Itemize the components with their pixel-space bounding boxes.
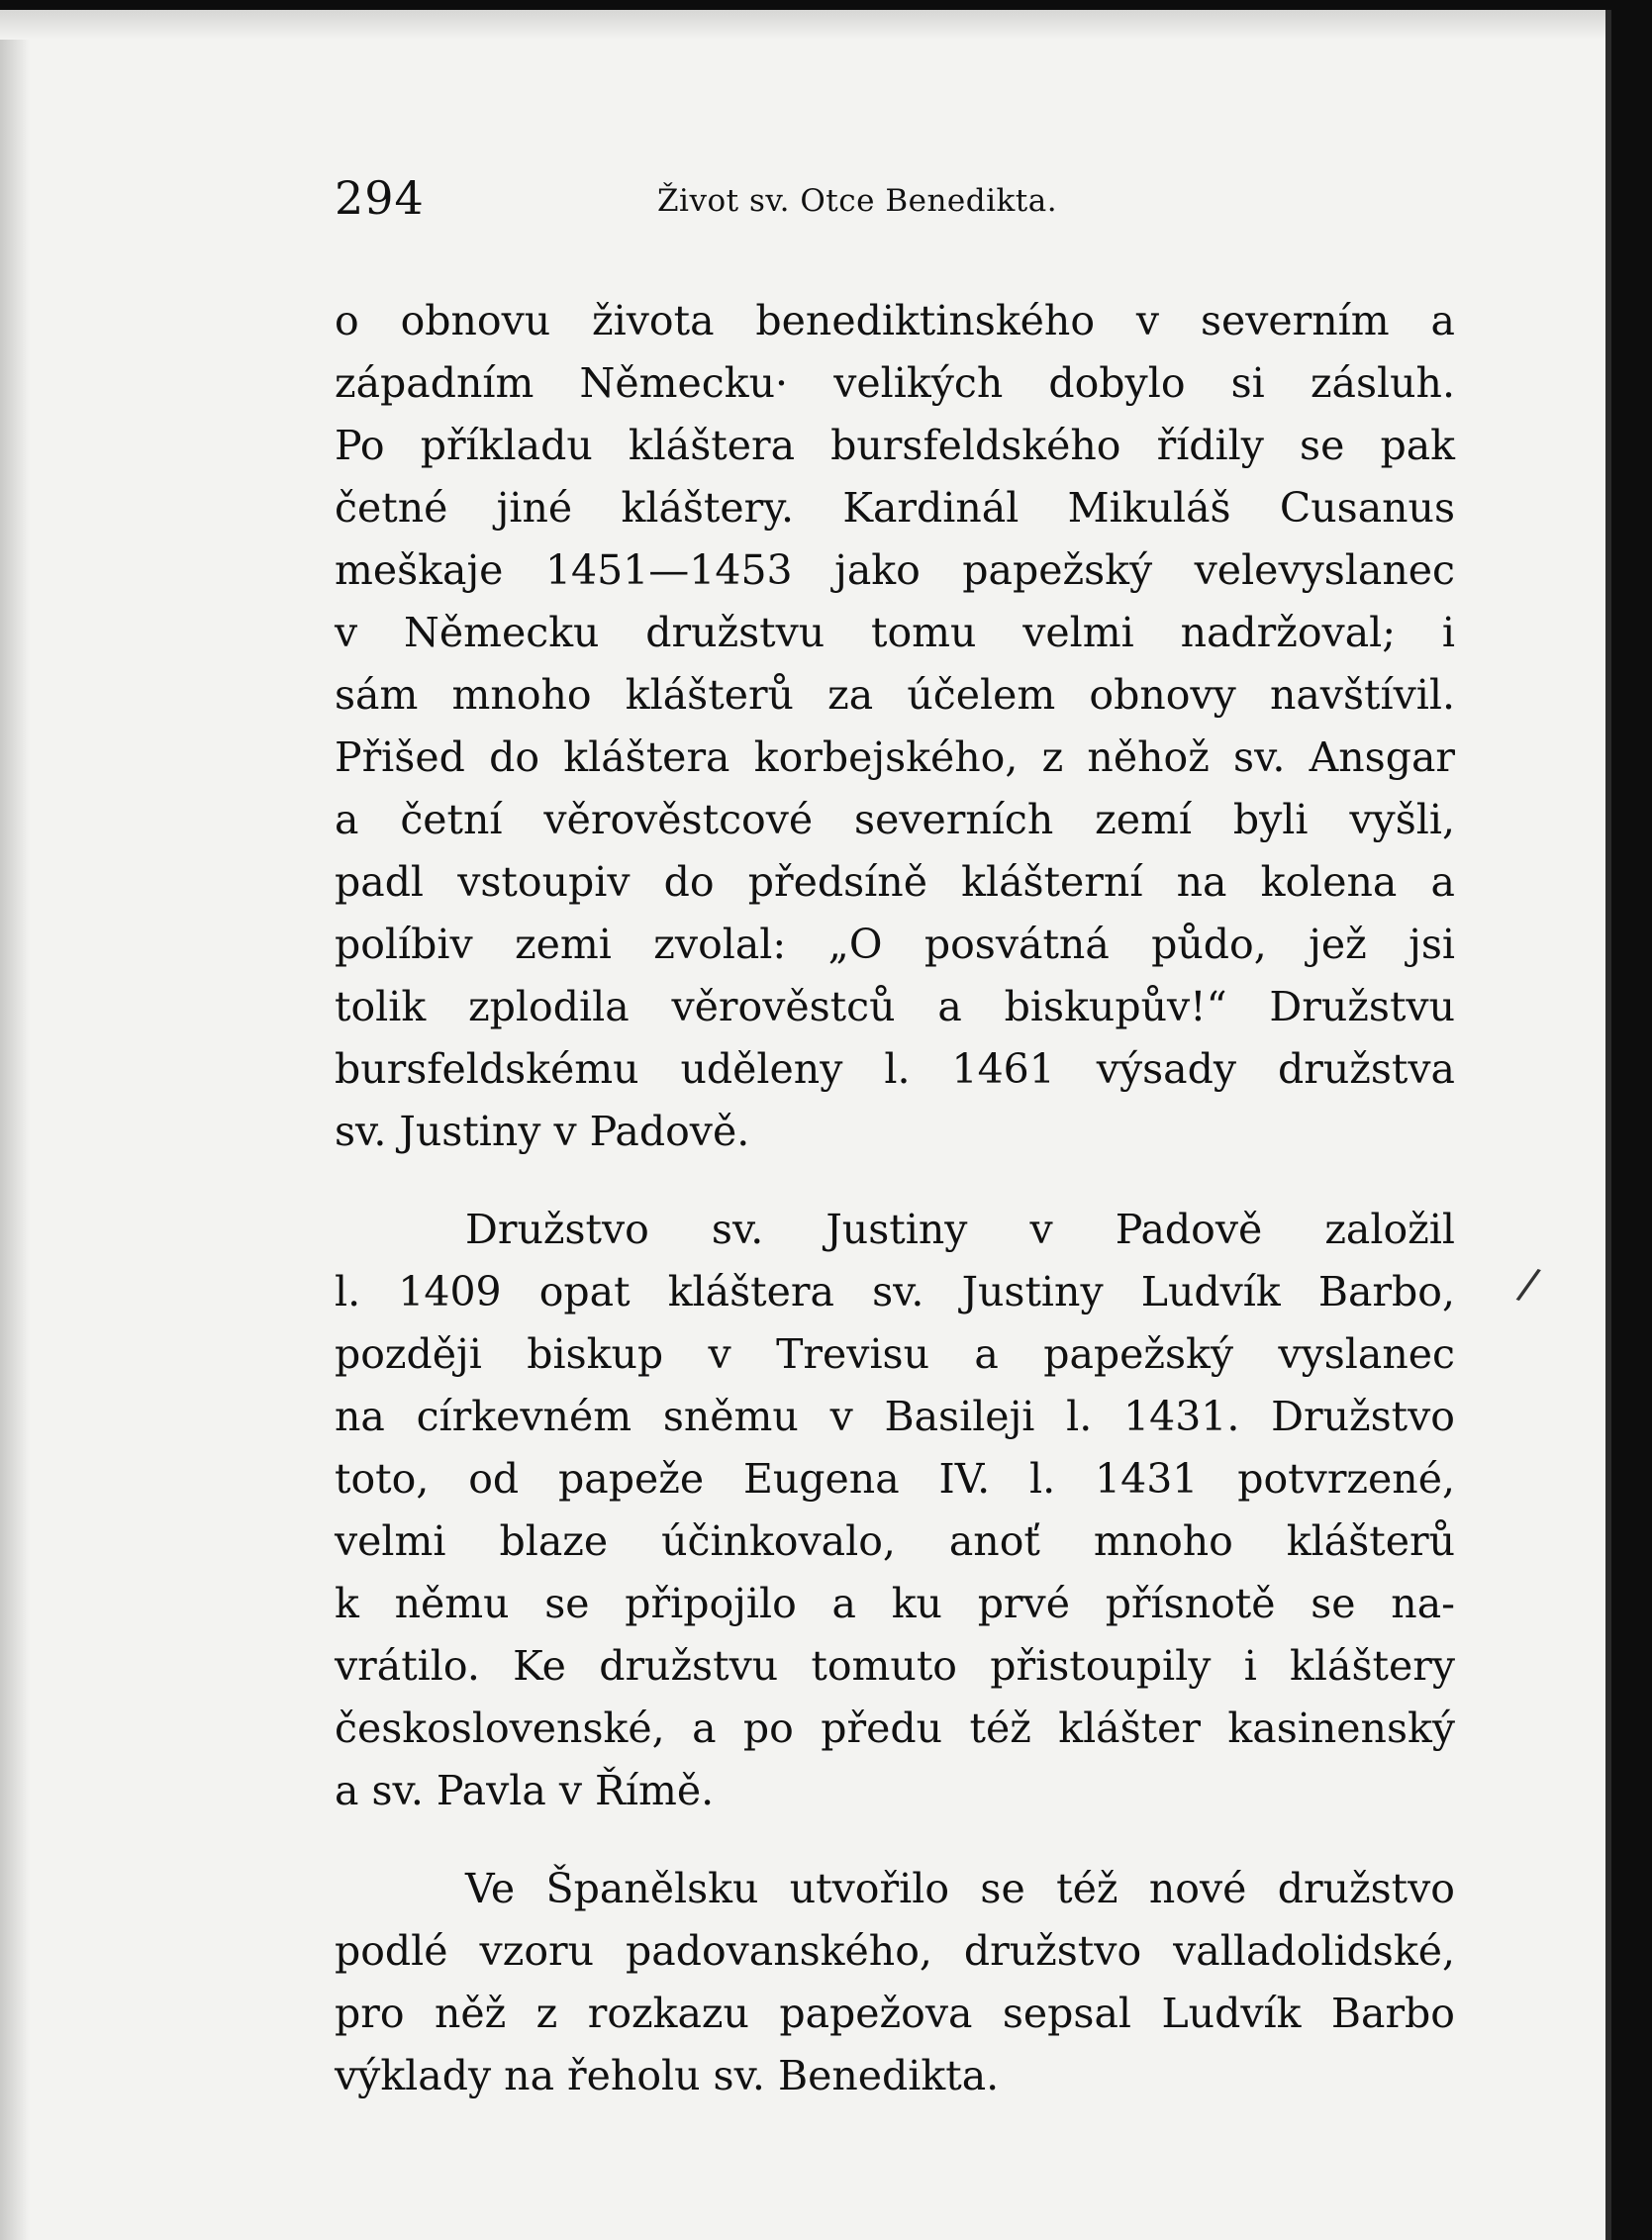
text-line: l. 1409 opat kláštera sv. Justiny Ludvík Barbo, — [335, 1268, 1455, 1315]
text-line: četné jiné kláštery. Kardinál Mikuláš Cusanus — [335, 484, 1455, 532]
text-line: a sv. Pavla v Římě. — [335, 1767, 715, 1814]
text-line: vrátilo. Ke družstvu tomuto přistoupily i kláštery — [335, 1642, 1455, 1690]
text-line: sám mnoho klášterů za účelem obnovy navštívil. — [335, 671, 1455, 719]
text-line: Přišed do kláštera korbejského, z něhož sv. Ansgar — [335, 733, 1455, 781]
paragraph-1 — [335, 290, 1455, 1163]
text-line: československé, a po předu též klášter kasinenský — [335, 1704, 1455, 1752]
text-line: pro něž z rozkazu papežova sepsal Ludvík Barbo — [335, 1990, 1455, 2037]
text-line: meškaje 1451—1453 jako papežský velevyslanec — [335, 546, 1455, 594]
page-shadow-left — [0, 10, 30, 2240]
book-page — [0, 10, 1611, 2240]
text-line: k němu se připojilo a ku prvé přísnotě se na- — [335, 1580, 1455, 1627]
text-line: Po příkladu kláštera bursfeldského řídily se pak — [335, 422, 1455, 469]
text-line: o obnovu života benediktinského v severním a — [335, 297, 1455, 344]
paragraph-2 — [335, 1199, 1455, 1822]
text-line: Ve Španělsku utvořilo se též nové družstvo — [465, 1865, 1455, 1912]
text-line: padl vstoupiv do předsíně klášterní na kolena a — [335, 858, 1455, 906]
text-line: sv. Justiny v Padově. — [335, 1108, 750, 1155]
text-line: políbiv zemi zvolal: „O posvátná půdo, jež jsi — [335, 921, 1455, 968]
paragraph-3 — [335, 1858, 1455, 2107]
text-line: na církevném sněmu v Basileji l. 1431. Družstvo — [335, 1393, 1455, 1440]
text-line: tolik zplodila věrověstců a biskupův!“ Družstvu — [335, 983, 1455, 1030]
page-number: 294 — [335, 171, 425, 225]
text-line: velmi blaze účinkovalo, anoť mnoho klášterů — [335, 1517, 1455, 1565]
running-title: Život sv. Otce Benedikta. — [657, 183, 1058, 219]
text-line: výklady na řeholu sv. Benedikta. — [335, 2052, 1000, 2099]
text-line: západním Německu· velikých dobylo si zásluh. — [335, 359, 1455, 407]
text-line: bursfeldskému uděleny l. 1461 výsady družstva — [335, 1045, 1455, 1093]
text-line: Družstvo sv. Justiny v Padově založil — [465, 1206, 1455, 1253]
body-text — [335, 290, 1455, 2107]
text-line: podlé vzoru padovanského, družstvo valladolidské, — [335, 1927, 1455, 1975]
text-line: a četní věrověstcové severních zemí byli vyšli, — [335, 796, 1455, 843]
text-line: později biskup v Trevisu a papežský vyslanec — [335, 1330, 1455, 1378]
text-line: toto, od papeže Eugena IV. l. 1431 potvrzené, — [335, 1455, 1455, 1503]
page-shadow-top — [0, 10, 1605, 40]
margin-mark: / — [1513, 1257, 1544, 1312]
page-header — [335, 171, 1126, 231]
text-line: v Německu družstvu tomu velmi nadržoval; i — [335, 609, 1455, 656]
